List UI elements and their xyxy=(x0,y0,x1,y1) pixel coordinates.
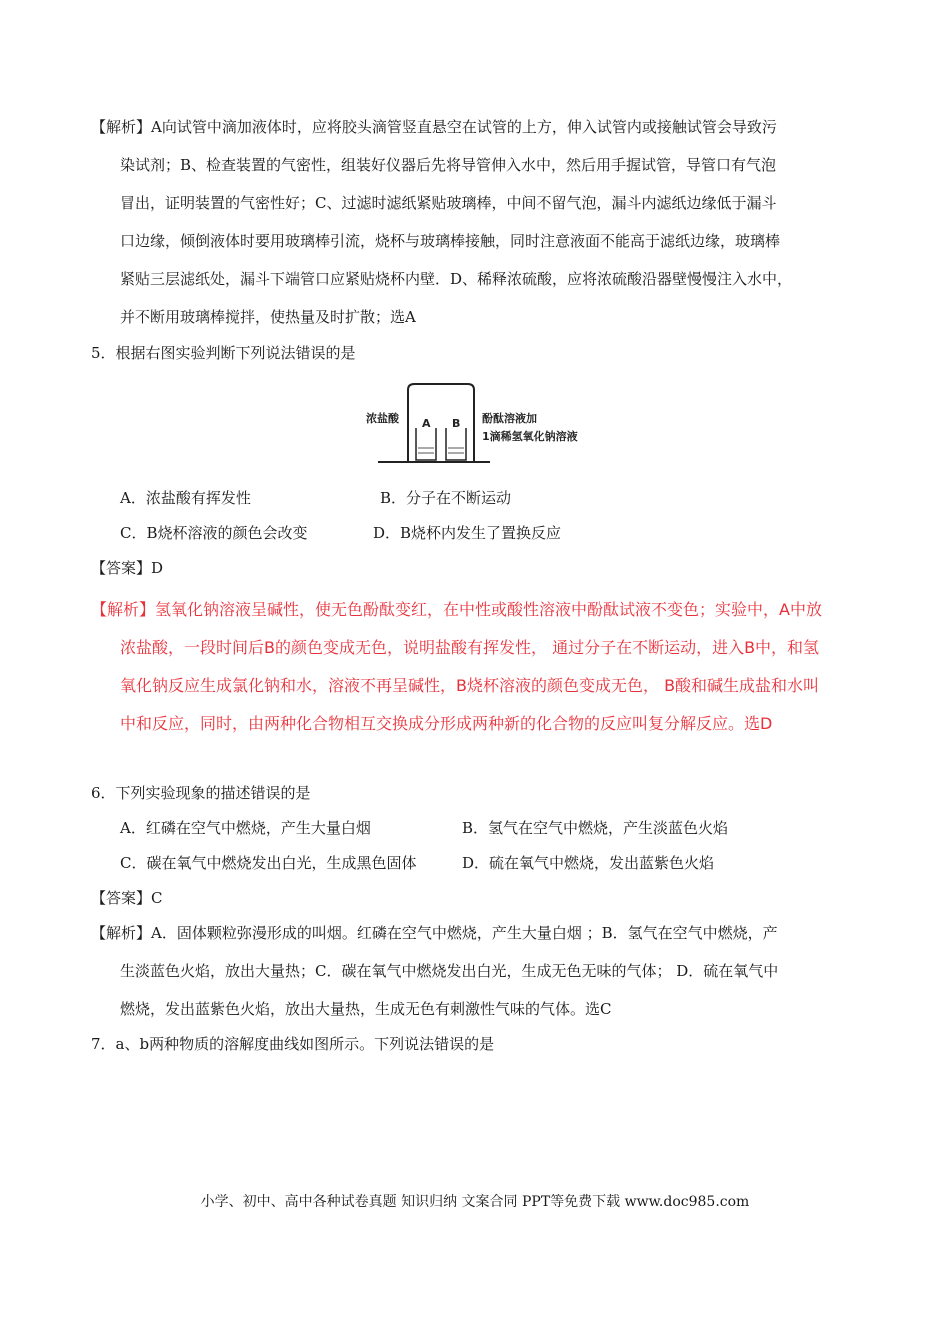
analysis4-line-4: 口边缘，倾倒液体时要用玻璃棒引流，烧杯与玻璃棒接触，同时注意液面不能高于滤纸边缘，玻璃棒 xyxy=(120,232,781,250)
q6-analysis-line-2: 生淡蓝色火焰，放出大量热；C．碳在氧气中燃烧发出白光，生成无色无味的气体； D．硫在氧气中 xyxy=(120,962,779,980)
figure-label-beaker-a: A xyxy=(422,417,431,430)
q6-option-d: D．硫在氧气中燃烧，发出蓝紫色火焰 xyxy=(462,854,715,872)
q5-option-b: B．分子在不断运动 xyxy=(380,489,512,507)
q6-option-c: C．碳在氧气中燃烧发出白光，生成黑色固体 xyxy=(120,854,417,872)
analysis4-line-6: 并不断用玻璃棒搅拌，使热量及时扩散；选A xyxy=(120,308,416,326)
page-footer: 小学、初中、高中各种试卷真题 知识归纳 文案合同 PPT等免费下载 www.doc985.com xyxy=(200,1194,750,1210)
q6-answer: 【答案】C xyxy=(91,889,163,907)
q6-stem: 6．下列实验现象的描述错误的是 xyxy=(91,784,311,802)
analysis4-line-5: 紧贴三层滤纸处，漏斗下端管口应紧贴烧杯内壁．D、稀释浓硫酸，应将浓硫酸沿器壁慢慢注入水中， xyxy=(120,270,793,288)
analysis4-line-1: 【解析】A向试管中滴加液体时，应将胶头滴管竖直悬空在试管的上方，伸入试管内或接触试管会导致污 xyxy=(91,118,777,136)
q5-option-d: D．B烧杯内发生了置换反应 xyxy=(373,524,562,542)
q5-stem: 5．根据右图实验判断下列说法错误的是 xyxy=(91,344,356,362)
q5-option-c: C．B烧杯溶液的颜色会改变 xyxy=(120,524,308,542)
q7-stem: 7．a、b两种物质的溶解度曲线如图所示。下列说法错误的是 xyxy=(91,1035,495,1053)
q6-analysis-line-3: 燃烧，发出蓝紫色火焰，放出大量热，生成无色有刺激性气味的气体。选C xyxy=(120,1000,612,1018)
q6-option-b: B．氢气在空气中燃烧，产生淡蓝色火焰 xyxy=(462,819,729,837)
q6-analysis-line-1: 【解析】A．固体颗粒弥漫形成的叫烟。红磷在空气中燃烧，产生大量白烟 ；B．氢气在空气中燃烧，产 xyxy=(91,924,778,942)
q5-answer: 【答案】D xyxy=(91,559,164,577)
figure-label-beaker-b: B xyxy=(452,417,461,430)
q6-option-a: A．红磷在空气中燃烧，产生大量白烟 xyxy=(120,819,371,837)
q5-analysis-line-4: 中和反应，同时，由两种化合物相互交换成分形成两种新的化合物的反应叫复分解反应。选D xyxy=(120,714,773,733)
q5-analysis-line-1: 【解析】氢氧化钠溶液呈碱性，使无色酚酞变红，在中性或酸性溶液中酚酞试液不变色；实验中，A中放 xyxy=(91,600,822,619)
analysis4-line-3: 冒出，证明装置的气密性好；C、过滤时滤纸紧贴玻璃棒，中间不留气泡，漏斗内滤纸边缘低于漏斗 xyxy=(120,194,777,212)
figure-label-hcl: 浓盐酸 xyxy=(366,412,399,425)
q5-analysis-line-3: 氧化钠反应生成氯化钠和水，溶液不再呈碱性，B烧杯溶液的颜色变成无色， B酸和碱生成盐和水叫 xyxy=(120,676,820,695)
analysis4-line-2: 染试剂；B、检查装置的气密性，组装好仪器后先将导管伸入水中，然后用手握试管，导管口有气泡 xyxy=(120,156,777,174)
q5-option-a: A．浓盐酸有挥发性 xyxy=(120,489,251,507)
q5-analysis-line-2: 浓盐酸，一段时间后B的颜色变成无色，说明盐酸有挥发性， 通过分子在不断运动，进入B中，和氢 xyxy=(120,638,820,657)
q5-apparatus-figure xyxy=(360,380,620,470)
figure-label-phenolphthalein: 酚酞溶液加 xyxy=(482,412,537,425)
figure-label-naoh: 1滴稀氢氧化钠溶液 xyxy=(482,430,578,443)
